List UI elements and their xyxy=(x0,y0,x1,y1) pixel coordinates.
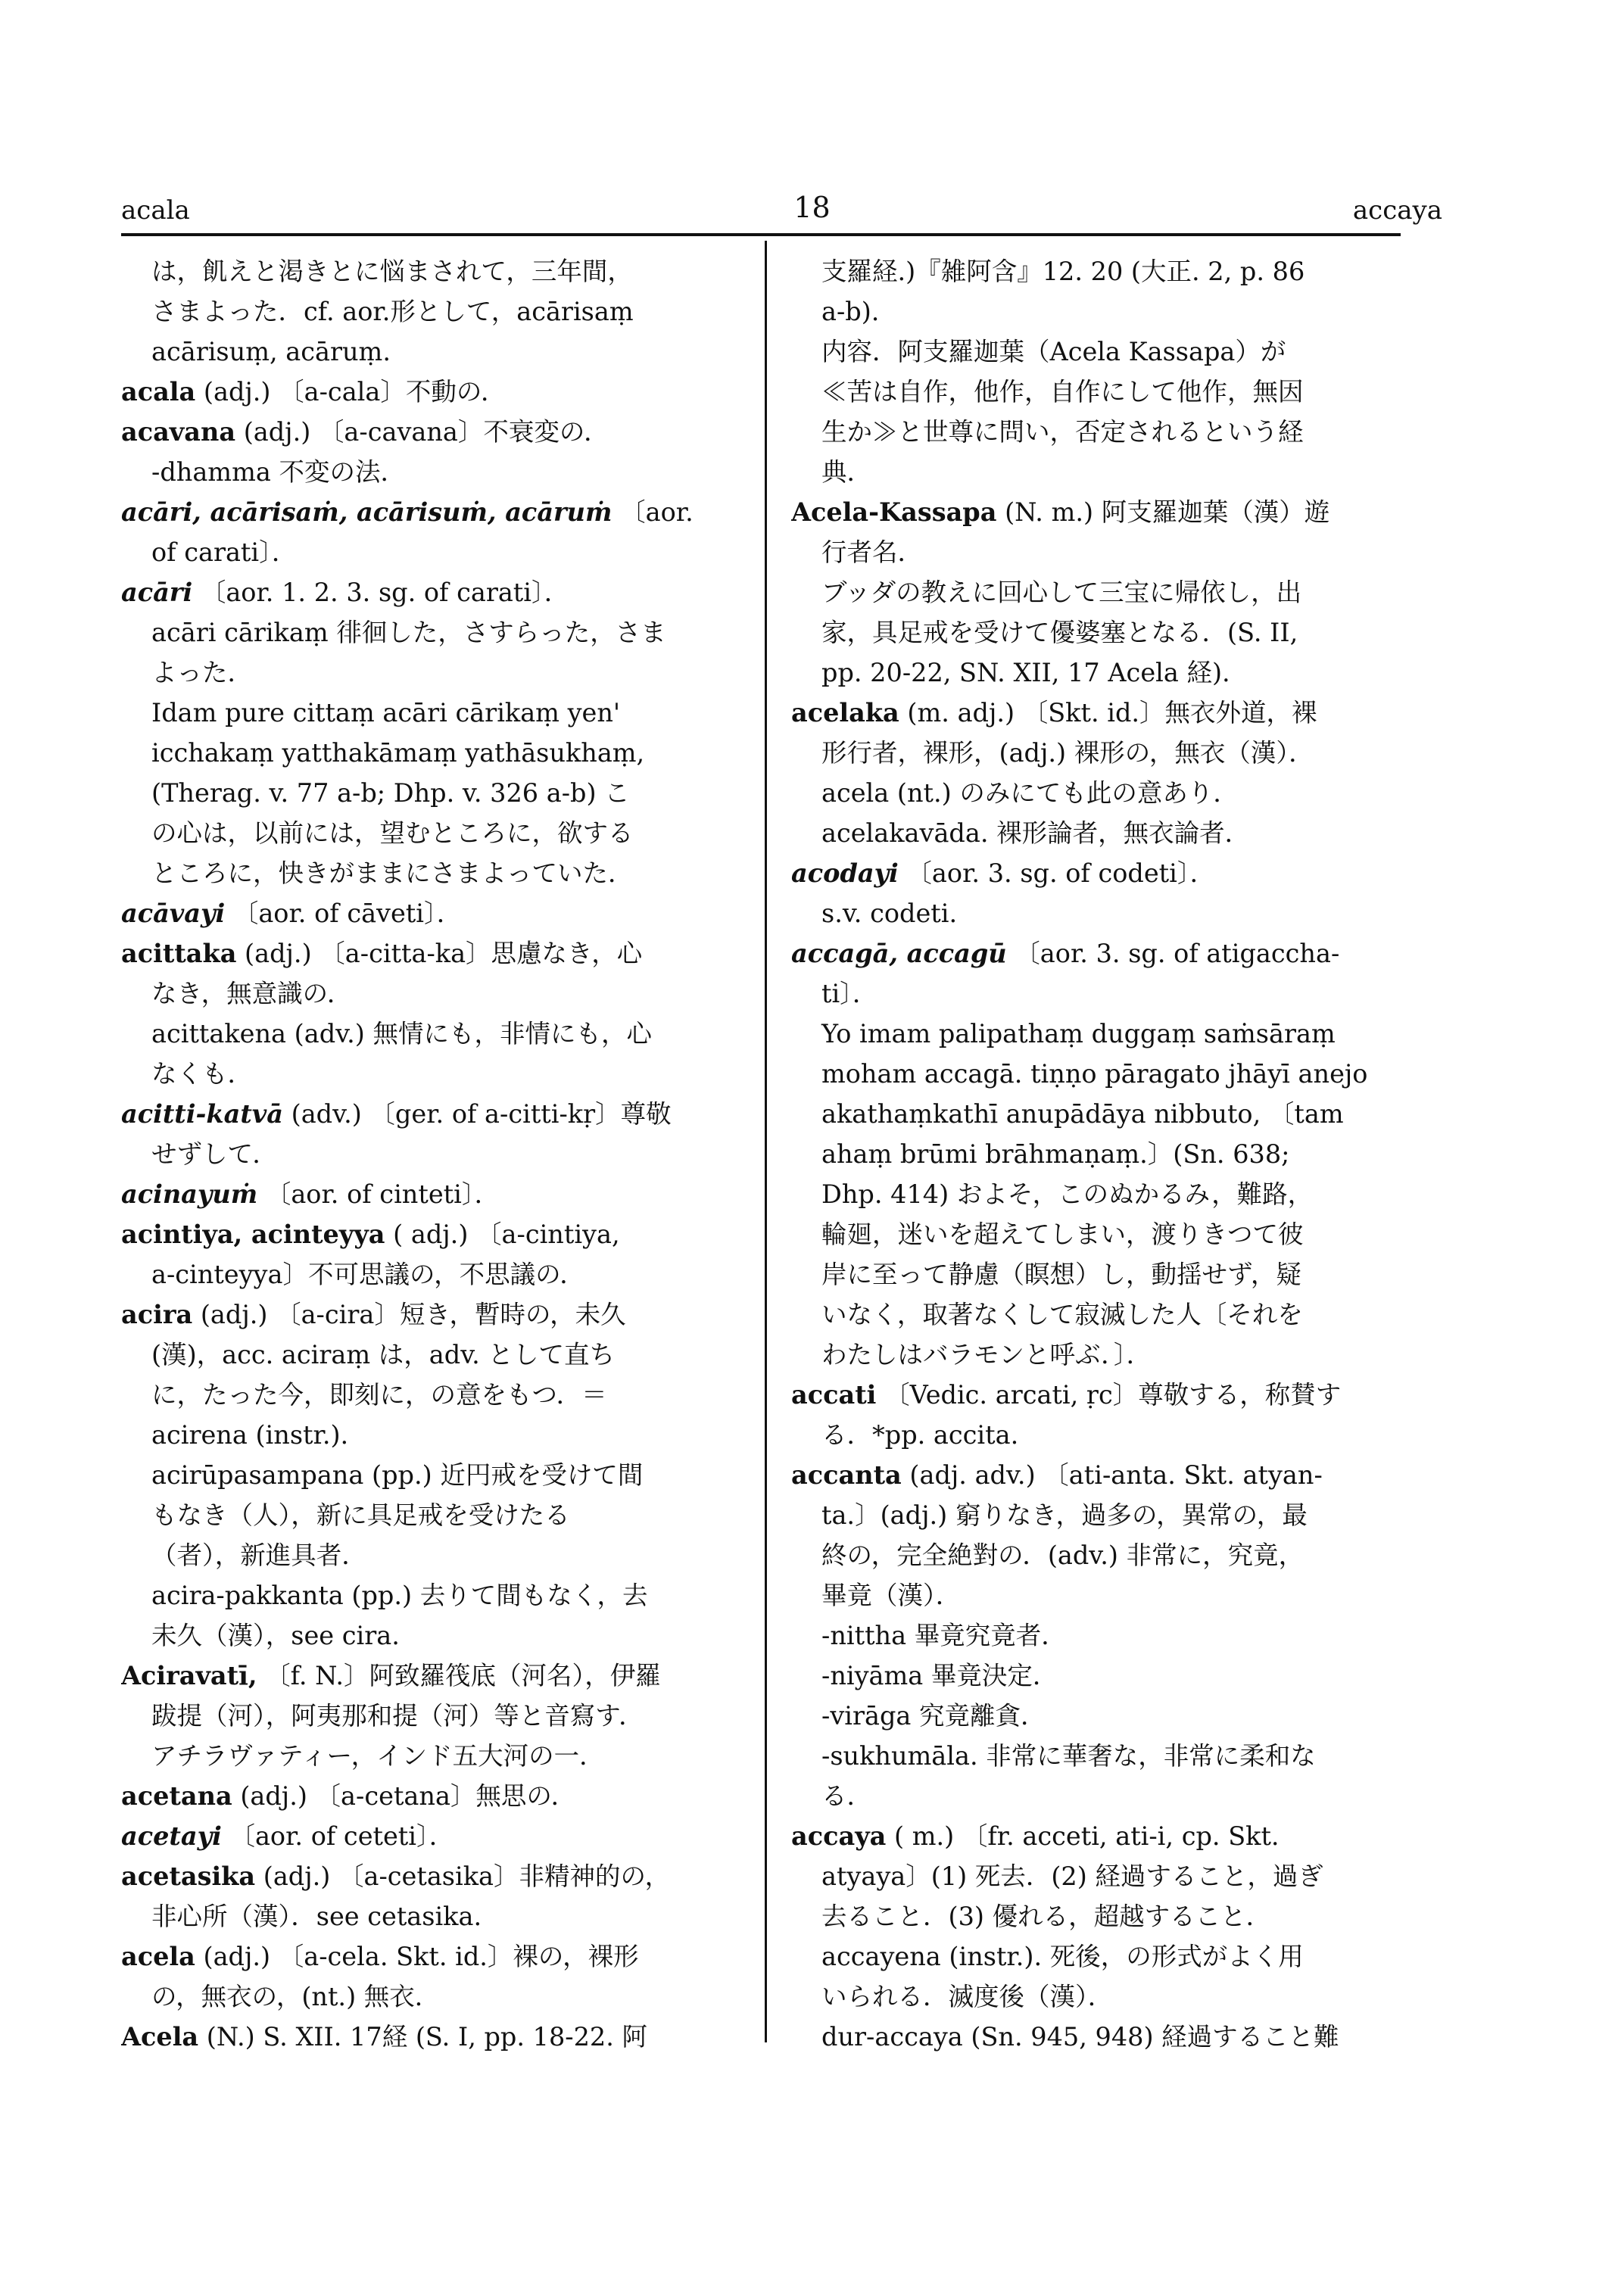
definition-text: (漢)，acc. aciraṃ は，adv. として直ち xyxy=(151,1340,615,1369)
headword: acelaka xyxy=(791,698,899,727)
entry-text-line xyxy=(121,1415,742,1455)
entry-text-line xyxy=(791,1214,1401,1254)
headword: acela xyxy=(121,1942,195,1971)
entry-head-line xyxy=(791,1816,1401,1856)
headword: accaya xyxy=(791,1821,887,1851)
entry-text-line xyxy=(121,1896,742,1936)
definition-text: a-b). xyxy=(821,297,880,326)
definition-text: ahaṃ brūmi brāhmaṇaṃ.〕(Sn. 638; xyxy=(821,1139,1290,1169)
definition-text: の，無衣の，(nt.) 無衣． xyxy=(151,1982,441,2011)
headword: acetana xyxy=(121,1781,232,1811)
definition-text: 〔aor. of cāveti〕． xyxy=(225,899,463,928)
definition-text: akathaṃkathī anupādāya nibbuto, 〔tam xyxy=(821,1099,1344,1129)
definition-text: ti〕． xyxy=(821,979,878,1008)
headword: accanta xyxy=(791,1460,902,1490)
entry-text-line xyxy=(791,653,1401,693)
headword: accagā, accagū xyxy=(791,939,1007,968)
column-divider xyxy=(765,241,767,2042)
definition-text: 〔f. N.〕阿致羅筏底（河名），伊羅 xyxy=(257,1661,661,1690)
headword: acavana xyxy=(121,417,236,447)
definition-text: icchakaṃ yatthakāmaṃ yathāsukhaṃ, xyxy=(151,738,645,768)
definition-text: の心は，以前には，望むところに，欲する xyxy=(151,818,634,848)
definition-text: 非心所（漢）．see cetasika. xyxy=(151,1902,482,1931)
definition-text: Dhp. 414) およそ，このぬかるみ，難路， xyxy=(821,1179,1314,1209)
definition-text: 形行者，裸形，(adj.) 裸形の，無衣（漢）． xyxy=(821,738,1314,768)
definition-text: acira-pakkanta (pp.) 去りて間もなく，去 xyxy=(151,1581,648,1610)
headword: acāri, acārisaṁ, acārisuṁ, acāruṁ xyxy=(121,497,613,527)
entry-text-line xyxy=(791,1856,1401,1896)
headword: acodayi xyxy=(791,858,899,888)
entry-text-line xyxy=(791,332,1401,372)
definition-text: accayena (instr.). 死後，の形式がよく用 xyxy=(821,1942,1304,1971)
definition-text: acittakena (adv.) 無情にも，非情にも，心 xyxy=(151,1019,652,1048)
definition-text: acela (nt.) のみにても此の意あり． xyxy=(821,778,1239,808)
definition-text: -sukhumāla. 非常に華奢な，非常に柔和な xyxy=(821,1741,1316,1771)
definition-text: 支羅経.)『雑阿含』12. 20 (大正. 2, p. 86 xyxy=(821,257,1305,286)
entry-text-line xyxy=(121,332,742,372)
entry-text-line xyxy=(791,773,1401,813)
definition-text: なき，無意識の． xyxy=(151,979,353,1008)
entry-text-line xyxy=(791,1615,1401,1656)
entry-text-line xyxy=(791,1254,1401,1294)
entry-text-line xyxy=(791,1174,1401,1214)
definition-text: acirūpasampana (pp.) 近円戒を受けて間 xyxy=(151,1460,644,1490)
definition-text: moham accagā. tiṇṇo pāragato jhāyī anejo xyxy=(821,1059,1368,1089)
definition-text: (adv.) 〔ger. of a-citti-kṛ〕尊敬 xyxy=(282,1099,672,1129)
headword: acinayuṁ xyxy=(121,1179,258,1209)
entry-text-line xyxy=(121,1014,742,1054)
header-rule xyxy=(121,233,1401,236)
definition-text: 輪廻，迷いを超えてしまい，渡りきつて彼 xyxy=(821,1220,1304,1249)
entry-text-line xyxy=(121,1696,742,1736)
definition-text: (adj.) 〔a-cetana〕無思の． xyxy=(232,1781,577,1811)
definition-text: もなき（人），新に具足戒を受けたる xyxy=(151,1500,570,1530)
headword: acāri xyxy=(121,578,193,607)
headword: acitti-katvā xyxy=(121,1099,283,1129)
entry-head-line xyxy=(121,1174,742,1214)
entry-head-line xyxy=(791,853,1401,893)
definition-text: (Therag. v. 77 a-b; Dhp. v. 326 a-b) こ xyxy=(151,778,630,808)
definition-text: 〔aor. 1. 2. 3. sg. of carati〕． xyxy=(192,578,570,607)
definition-text: 〔aor. xyxy=(612,497,694,527)
definition-text: 行者名． xyxy=(821,537,923,567)
definition-text: せずして． xyxy=(151,1139,278,1169)
entry-text-line xyxy=(791,2017,1401,2057)
entry-text-line xyxy=(791,1014,1401,1054)
definition-text: 生か≫と世尊に問い，否定されるという経 xyxy=(821,417,1304,447)
running-head-left: acala xyxy=(121,195,190,226)
definition-text: 去ること．(3) 優れる，超越すること． xyxy=(821,1902,1272,1931)
definition-text: る． xyxy=(821,1781,872,1811)
definition-text: 〔aor. 3. sg. of atigaccha- xyxy=(1006,939,1340,968)
definition-text: に，たった今，即刻に，の意をもつ．＝ xyxy=(151,1380,607,1410)
definition-text: Yo imam palipathaṃ duggaṃ saṁsāraṃ xyxy=(821,1019,1336,1048)
entry-text-line xyxy=(791,1054,1401,1094)
definition-text: of carati〕． xyxy=(151,537,298,567)
entry-text-line xyxy=(121,1495,742,1535)
entry-head-line xyxy=(121,1856,742,1896)
definition-text: 終の，完全絶對の．(adv.) 非常に，究竟， xyxy=(821,1541,1304,1570)
entry-text-line xyxy=(791,1776,1401,1816)
entry-text-line xyxy=(791,974,1401,1014)
page-number: 18 xyxy=(793,191,831,224)
definition-text: a-cinteyya〕不可思議の，不思議の． xyxy=(151,1260,585,1289)
headword: acintiya, acinteyya xyxy=(121,1220,385,1249)
definition-text: は，飢えと渇きとに悩まされて，三年間， xyxy=(151,257,633,286)
definition-text: s.v. codeti. xyxy=(821,899,958,928)
entry-text-line xyxy=(121,1335,742,1375)
definition-text: acāri cārikaṃ 徘徊した，さすらった，さま xyxy=(151,618,666,647)
entry-text-line xyxy=(791,612,1401,653)
definition-text: acelakavāda. 裸形論者，無衣論者． xyxy=(821,818,1251,848)
entry-head-line xyxy=(121,2017,742,2057)
entry-text-line xyxy=(791,1495,1401,1535)
definition-text: （者），新進具者． xyxy=(151,1541,367,1570)
entry-head-line xyxy=(121,1776,742,1816)
definition-text: 内容．阿支羅迦葉（Acela Kassapa）が xyxy=(821,337,1286,366)
definition-text: 岸に至って静慮（瞑想）し，動揺せず，疑 xyxy=(821,1260,1301,1289)
entry-text-line xyxy=(121,1054,742,1094)
definition-text: (adj.) 〔a-cavana〕不衰変の． xyxy=(235,417,609,447)
definition-text: (adj. adv.) 〔ati-anta. Skt. atyan- xyxy=(901,1460,1323,1490)
definition-text: 〔Vedic. arcati, ṛc〕尊敬する，称賛す xyxy=(876,1380,1342,1410)
entry-text-line xyxy=(121,291,742,332)
entry-head-line xyxy=(121,1936,742,1977)
entry-head-line xyxy=(121,893,742,933)
entry-text-line xyxy=(791,1696,1401,1736)
entry-text-line xyxy=(791,452,1401,492)
entry-head-line xyxy=(791,492,1401,532)
definition-text: (N. m.) 阿支羅迦葉（漢）遊 xyxy=(996,497,1330,527)
entry-text-line xyxy=(121,612,742,653)
entry-text-line xyxy=(121,1615,742,1656)
definition-text: ところに，快きがままにさまよっていた． xyxy=(151,858,634,888)
entry-head-line xyxy=(121,572,742,612)
entry-text-line xyxy=(121,1575,742,1615)
entry-text-line xyxy=(791,1335,1401,1375)
entry-text-line xyxy=(791,1415,1401,1455)
entry-text-line xyxy=(121,1977,742,2017)
definition-text: 〔aor. 3. sg. of codeti〕． xyxy=(898,858,1216,888)
entry-text-line xyxy=(121,1736,742,1776)
entry-text-line xyxy=(791,893,1401,933)
definition-text: アチラヴァティー，インド五大河の一． xyxy=(151,1741,605,1771)
definition-text: わたしはバラモンと呼ぶ．〕． xyxy=(821,1340,1152,1369)
running-head-right: accaya xyxy=(1352,195,1442,226)
entry-text-line xyxy=(121,733,742,773)
left-column xyxy=(121,251,742,2057)
definition-text: ( adj.) 〔a-cintiya, xyxy=(385,1220,620,1249)
definition-text: 〔aor. of cinteti〕． xyxy=(257,1179,500,1209)
entry-text-line xyxy=(121,1375,742,1415)
definition-text: acirena (instr.). xyxy=(151,1420,349,1450)
entry-head-line xyxy=(121,372,742,412)
entry-text-line xyxy=(791,572,1401,612)
headword: acala xyxy=(121,377,196,407)
definition-text: いられる．滅度後（漢）． xyxy=(821,1982,1114,2011)
entry-text-line xyxy=(791,291,1401,332)
entry-text-line xyxy=(121,974,742,1014)
entry-head-line xyxy=(791,1375,1401,1415)
right-column xyxy=(791,251,1401,2057)
entry-text-line xyxy=(121,1134,742,1174)
definition-text: 跋提（河），阿夷那和提（河）等と音寫す． xyxy=(151,1701,644,1731)
entry-head-line xyxy=(121,492,742,532)
definition-text: (N.) S. XII. 17経 (S. I, pp. 18-22. 阿 xyxy=(198,2022,648,2052)
entry-head-line xyxy=(791,933,1401,974)
definition-text: ≪苦は自作，他作，自作にして他作，無因 xyxy=(821,377,1304,407)
definition-text: 未久（漢），see cira. xyxy=(151,1621,400,1650)
definition-text: 〔aor. of ceteti〕． xyxy=(221,1821,455,1851)
entry-head-line xyxy=(791,1455,1401,1495)
entry-head-line xyxy=(121,1214,742,1254)
definition-text: 家，具足戒を受けて優婆塞となる．(S. II, xyxy=(821,618,1298,647)
definition-text: (adj.) 〔a-cira〕短き，暫時の，未久 xyxy=(192,1300,626,1329)
definition-text: さまよった．cf. aor.形として，acārisaṃ xyxy=(151,297,634,326)
entry-text-line xyxy=(791,1134,1401,1174)
entry-text-line xyxy=(791,412,1401,452)
entry-text-line xyxy=(791,1535,1401,1575)
definition-text: acārisuṃ, acāruṃ. xyxy=(151,337,391,366)
definition-text: -dhamma 不変の法． xyxy=(151,457,406,487)
entry-text-line xyxy=(121,813,742,853)
definition-text: (adj.) 〔a-cetasika〕非精神的の， xyxy=(255,1862,671,1891)
entry-text-line xyxy=(791,1656,1401,1696)
entry-text-line xyxy=(121,251,742,291)
entry-text-line xyxy=(121,452,742,492)
entry-text-line xyxy=(791,1977,1401,2017)
definition-text: いなく，取著なくして寂滅した人〔それを xyxy=(821,1300,1303,1329)
headword: acittaka xyxy=(121,939,237,968)
entry-head-line xyxy=(121,1094,742,1134)
definition-text: (adj.) 〔a-citta-ka〕思慮なき，心 xyxy=(236,939,643,968)
definition-text: なくも． xyxy=(151,1059,253,1089)
definition-text: atyaya〕(1) 死去．(2) 経過すること，過ぎ xyxy=(821,1862,1323,1891)
entry-text-line xyxy=(791,1896,1401,1936)
definition-text: Idam pure cittaṃ acāri cārikaṃ yen' xyxy=(151,698,621,727)
entry-text-line xyxy=(791,532,1401,572)
entry-text-line xyxy=(791,1094,1401,1134)
entry-text-line xyxy=(791,1294,1401,1335)
entry-text-line xyxy=(791,372,1401,412)
entry-text-line xyxy=(791,813,1401,853)
definition-text: pp. 20-22, SN. XII, 17 Acela 経). xyxy=(821,658,1230,687)
entry-head-line xyxy=(121,1816,742,1856)
entry-text-line xyxy=(121,1535,742,1575)
definition-text: dur-accaya (Sn. 945, 948) 経過すること難 xyxy=(821,2022,1339,2052)
headword: acetayi xyxy=(121,1821,222,1851)
entry-text-line xyxy=(121,532,742,572)
entry-text-line xyxy=(791,1575,1401,1615)
definition-text: ブッダの教えに回心して三宝に帰依し，出 xyxy=(821,578,1302,607)
entry-head-line xyxy=(121,1656,742,1696)
headword: Acela xyxy=(121,2022,199,2052)
definition-text: (adj.) 〔a-cela. Skt. id.〕裸の，裸形 xyxy=(195,1942,639,1971)
entry-text-line xyxy=(121,653,742,693)
definition-text: 典． xyxy=(821,457,872,487)
entry-text-line xyxy=(121,1254,742,1294)
definition-text: (adj.) 〔a-cala〕不動の． xyxy=(195,377,507,407)
entry-text-line xyxy=(121,693,742,733)
entry-head-line xyxy=(121,933,742,974)
entry-text-line xyxy=(791,1936,1401,1977)
definition-text: (m. adj.) 〔Skt. id.〕無衣外道，裸 xyxy=(899,698,1317,727)
entry-head-line xyxy=(791,693,1401,733)
headword: acira xyxy=(121,1300,193,1329)
entry-head-line xyxy=(121,1294,742,1335)
headword: Aciravatī, xyxy=(121,1661,257,1690)
definition-text: -nittha 畢竟究竟者． xyxy=(821,1621,1067,1650)
entry-text-line xyxy=(121,1455,742,1495)
headword: Acela-Kassapa xyxy=(791,497,997,527)
entry-text-line xyxy=(791,251,1401,291)
definition-text: 畢竟（漢）． xyxy=(821,1581,962,1610)
definition-text: -niyāma 畢竟決定． xyxy=(821,1661,1058,1690)
entry-text-line xyxy=(121,853,742,893)
entry-head-line xyxy=(121,412,742,452)
definition-text: よった． xyxy=(151,658,253,687)
headword: accati xyxy=(791,1380,877,1410)
entry-text-line xyxy=(121,773,742,813)
entry-text-line xyxy=(791,1736,1401,1776)
headword: acāvayi xyxy=(121,899,226,928)
entry-text-line xyxy=(791,733,1401,773)
definition-text: ta.〕(adj.) 窮りなき，過多の，異常の，最 xyxy=(821,1500,1308,1530)
headword: acetasika xyxy=(121,1862,256,1891)
definition-text: -virāga 究竟離貪． xyxy=(821,1701,1046,1731)
definition-text: る．*pp. accita. xyxy=(821,1420,1019,1450)
definition-text: ( m.) 〔fr. acceti, ati-i, cp. Skt. xyxy=(886,1821,1280,1851)
